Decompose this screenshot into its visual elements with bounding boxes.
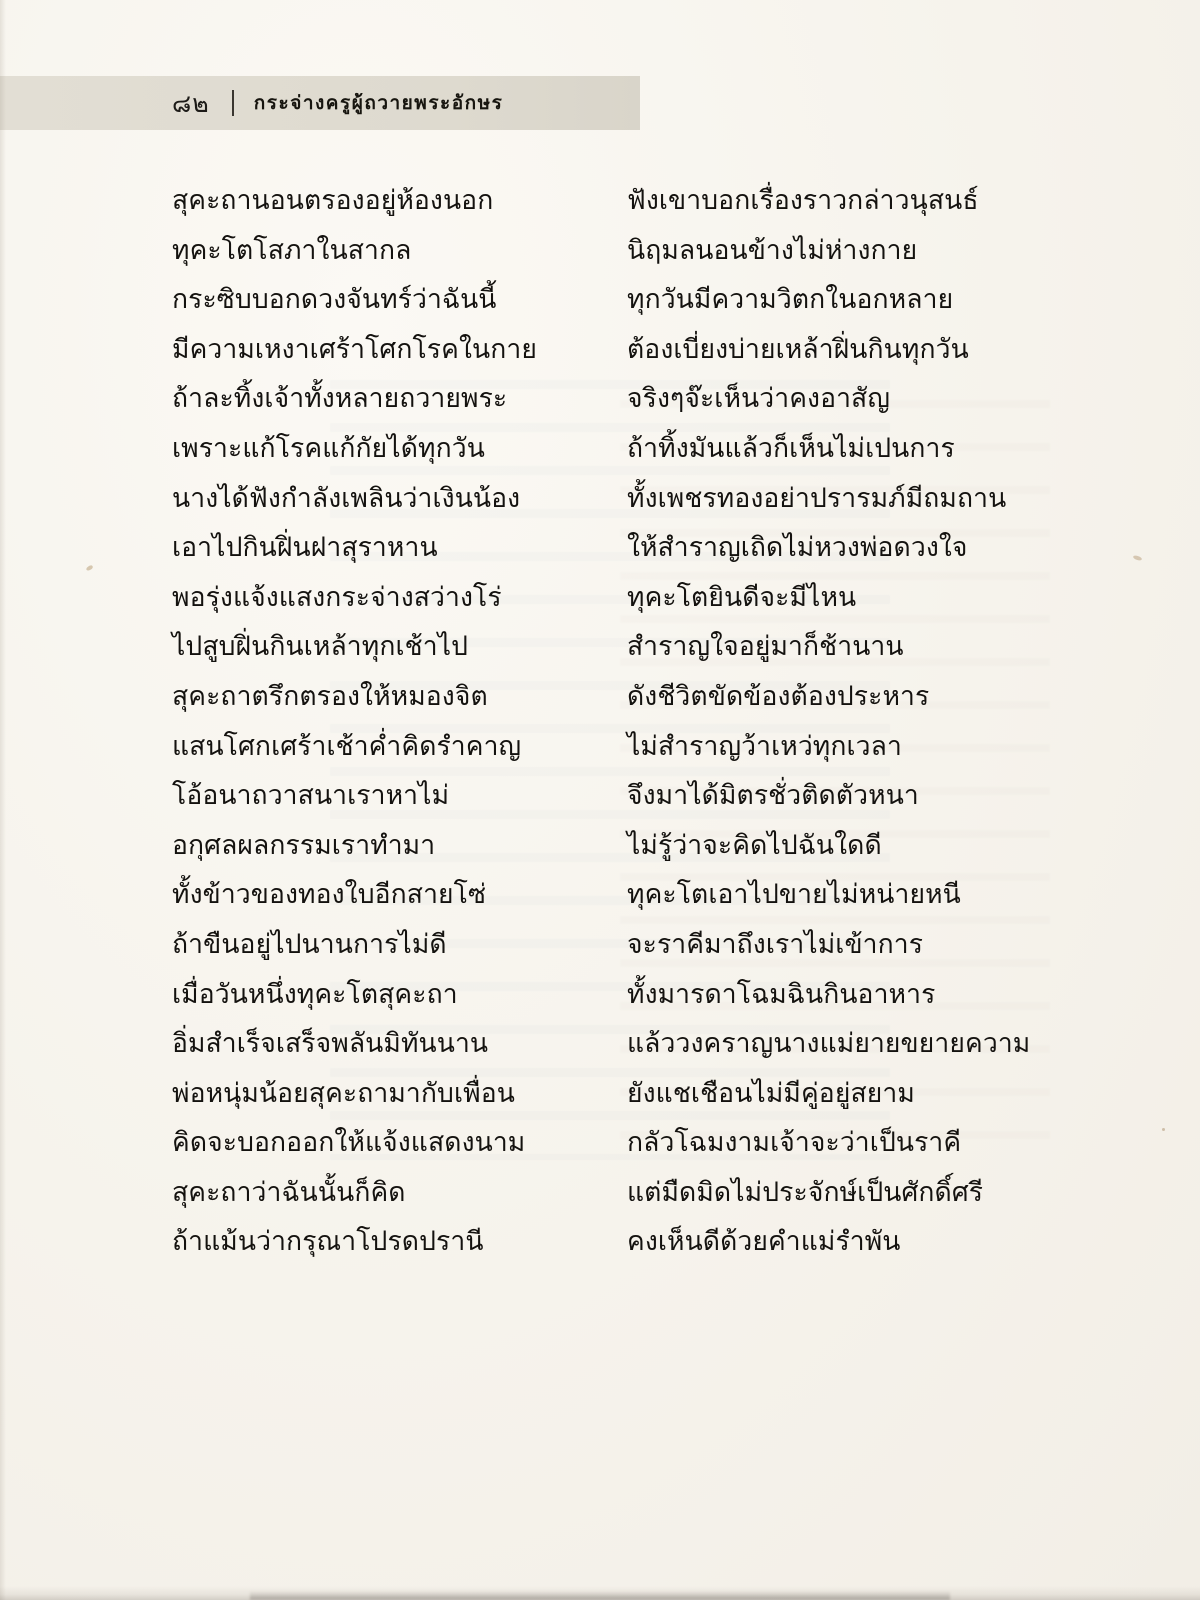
verse-line: ทั้งข้าวของทองใบอีกสายโซ่ xyxy=(172,879,487,911)
scan-bottom-edge xyxy=(0,1586,1200,1600)
book-running-title: กระจ่างครูผู้ถวายพระอักษร xyxy=(253,92,504,114)
verse-line: คิดจะบอกออกให้แจ้งแสดงนาม xyxy=(172,1127,526,1159)
verse-line: ทุกวันมีความวิตกในอกหลาย xyxy=(627,284,954,316)
verse-line: จะราคีมาถึงเราไม่เข้าการ xyxy=(627,928,924,960)
verse-line: ถ้าขืนอยู่ไปนานการไม่ดี xyxy=(172,928,447,960)
verse-line: พอรุ่งแจ้งแสงกระจ่างสว่างโร่ xyxy=(172,581,502,613)
verse-line: ให้สำราญเถิดไม่หวงพ่อดวงใจ xyxy=(627,532,968,564)
verse-line: จึงมาได้มิตรชั่วติดตัวหนา xyxy=(627,780,919,812)
verse-line: ฟังเขาบอกเรื่องราวกล่าวนุสนธ์ xyxy=(627,185,979,216)
verse-line: เมื่อวันหนึ่งทุคะโตสุคะถา xyxy=(172,978,458,1010)
verse-line: จริงๆจ๊ะเห็นว่าคงอาสัญ xyxy=(627,383,891,415)
verse-line: เอาไปกินฝิ่นฝาสุราหาน xyxy=(172,532,438,564)
verse-line: อกุศลผลกรรมเราทำมา xyxy=(172,829,436,861)
verse-line: ทั้งเพชรทองอย่าปรารมภ์มีถมถาน xyxy=(627,482,1007,514)
verse-line: ไม่รู้ว่าจะคิดไปฉันใดดี xyxy=(627,829,882,861)
verse-line: มีความเหงาเศร้าโศกโรคในกาย xyxy=(172,333,537,365)
verse-line: ถ้าแม้นว่ากรุณาโปรดปรานี xyxy=(172,1226,484,1258)
verse-line: พ่อหนุ่มน้อยสุคะถามากับเพื่อน xyxy=(172,1077,515,1109)
verse-line: กลัวโฉมงามเจ้าจะว่าเป็นราคี xyxy=(627,1127,962,1159)
verse-line: สำราญใจอยู่มาก็ช้านาน xyxy=(627,631,904,663)
verse-line: แต่มืดมิดไม่ประจักษ์เป็นศักดิ์ศรี xyxy=(627,1176,984,1208)
verse-line: ถ้าทิ้งมันแล้วก็เห็นไม่เปนการ xyxy=(627,432,955,464)
verse-line: กระซิบบอกดวงจันทร์ว่าฉันนี้ xyxy=(172,284,497,316)
verse-line: ถ้าละทิ้งเจ้าทั้งหลายถวายพระ xyxy=(172,383,508,415)
verse-line: ต้องเบี่ยงบ่ายเหล้าฝิ่นกินทุกวัน xyxy=(627,333,969,365)
verse-line: สุคะถาตรึกตรองให้หมองจิต xyxy=(172,680,488,712)
verse-line: เพราะแก้โรคแก้กัยได้ทุกวัน xyxy=(172,432,485,464)
verse-line: ทุคะโตเอาไปขายไม่หน่ายหนี xyxy=(627,879,961,911)
verse-line: ทุคะโตยินดีจะมีไหน xyxy=(627,581,857,613)
verse-line: ไม่สำราญว้าเหว่ทุกเวลา xyxy=(627,730,902,762)
verse-line: ยังแชเชือนไม่มีคู่อยู่สยาม xyxy=(627,1077,915,1109)
header-divider xyxy=(232,90,234,116)
page-bottom-shadow xyxy=(250,1591,950,1600)
page-number: ๘๒ xyxy=(172,88,210,118)
verse-line: ไปสูบฝิ่นกินเหล้าทุกเช้าไป xyxy=(172,631,469,663)
verse-line: สุคะถาว่าฉันนั้นก็คิด xyxy=(172,1176,406,1208)
verse-line: คงเห็นดีด้วยคำแม่รำพัน xyxy=(627,1226,901,1258)
verse-line: สุคะถานอนตรองอยู่ห้องนอก xyxy=(172,185,494,216)
verse-line: โอ้อนาถวาสนาเราหาไม่ xyxy=(172,780,450,812)
verse-line: นางได้ฟังกำลังเพลินว่าเงินน้อง xyxy=(172,482,521,514)
running-header xyxy=(0,76,640,130)
verse-line: แสนโศกเศร้าเช้าค่ำคิดรำคาญ xyxy=(172,730,522,762)
poem-column-right xyxy=(627,176,1082,1267)
verse-line: ดังชีวิตขัดข้องต้องประหาร xyxy=(627,680,930,712)
verse-line: ทุคะโตโสภาในสากล xyxy=(172,234,412,266)
verse-line: อิ่มสำเร็จเสร็จพลันมิทันนาน xyxy=(172,1028,489,1060)
poem-body xyxy=(0,176,1200,1267)
verse-line: แล้ววงคราญนางแม่ยายขยายความ xyxy=(627,1028,1031,1060)
poem-column-left xyxy=(172,176,627,1267)
verse-line: นิฤมลนอนข้างไม่ห่างกาย xyxy=(627,234,918,266)
verse-line: ทั้งมารดาโฉมฉินกินอาหาร xyxy=(627,978,936,1010)
